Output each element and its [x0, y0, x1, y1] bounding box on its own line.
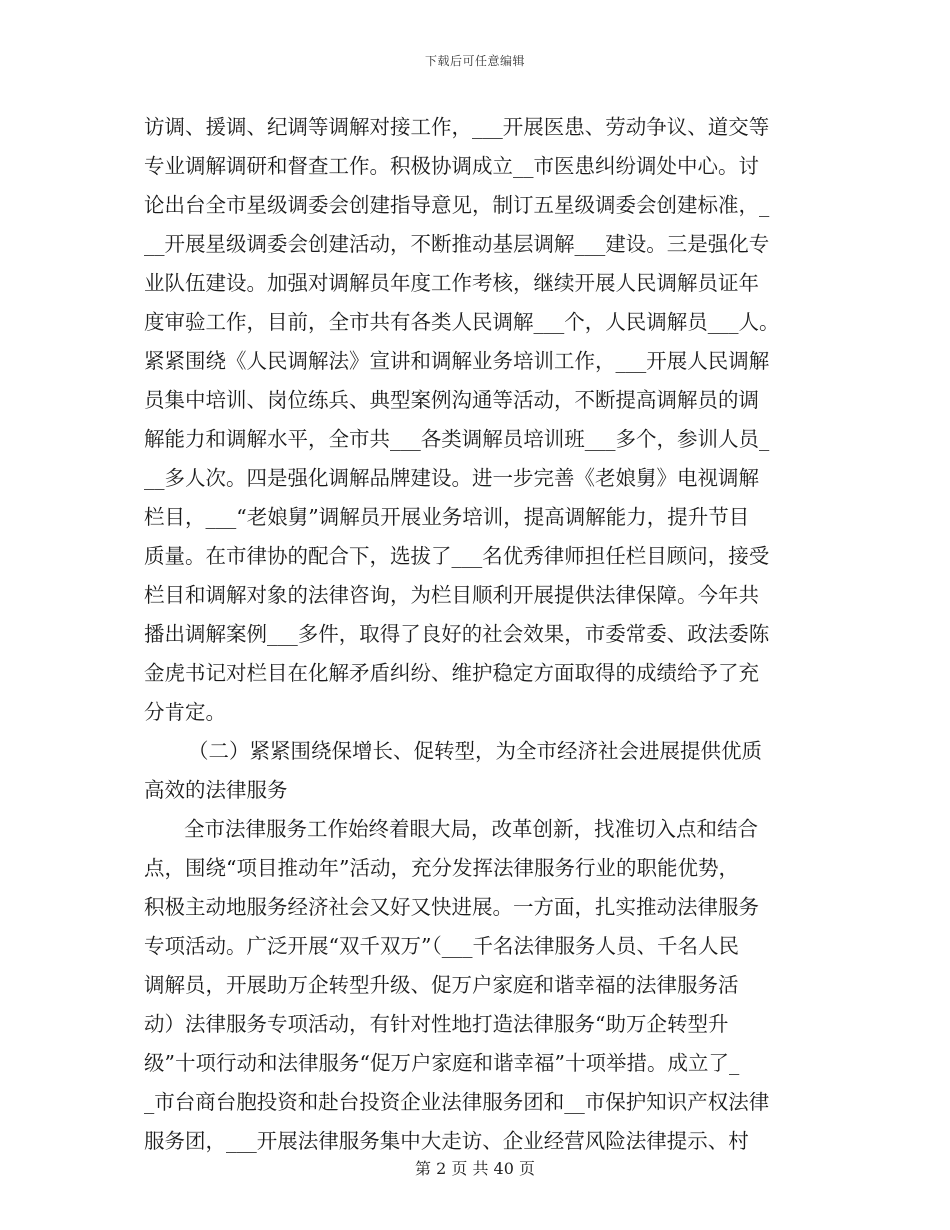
body-line: _市台商台胞投资和赴台投资企业法律服务团和__市保护知识产权法律: [144, 1090, 770, 1114]
body-line: 点，围绕“项目推动年”活动，充分发挥法律服务行业的职能优势，: [144, 856, 739, 880]
body-line: 动）法律服务专项活动，有针对性地打造法律服务“助万企转型升: [144, 1012, 729, 1036]
body-line: 播出调解案例___多件，取得了良好的社会效果，市委常委、政法委陈: [144, 622, 770, 646]
body-line: 调解员，开展助万企转型升级、促万户家庭和谐幸福的法律服务活: [144, 973, 739, 997]
body-line: __多人次。四是强化调解品牌建设。进一步完善《老娘舅》电视调解: [144, 466, 759, 490]
body-line: 度审验工作，目前，全市共有各类人民调解___个，人民调解员___人。: [144, 310, 780, 334]
body-line: 论出台全市星级调委会创建指导意见，制订五星级调委会创建标准，_: [144, 193, 770, 217]
body-line: 分肯定。: [144, 700, 226, 724]
page-number: 第 2 页 共 40 页: [415, 1159, 535, 1178]
body-line: 质量。在市律协的配合下，选拔了___名优秀律师担任栏目顾问，接受: [144, 544, 770, 568]
body-line: 解能力和调解水平，全市共___各类调解员培训班___多个，参训人员_: [144, 427, 770, 451]
document-body: [144, 108, 808, 1161]
body-line: 专项活动。广泛开展“双千双万”（___千名法律服务人员、千名人民: [144, 934, 739, 958]
body-line: 全市法律服务工作始终着眼大局，改革创新，找准切入点和结合: [184, 817, 758, 841]
body-line: 访调、援调、纪调等调解对接工作，___开展医患、劳动争议、道交等: [144, 115, 770, 139]
body-line: 服务团，___开展法律服务集中大走访、企业经营风险法律提示、村: [144, 1129, 749, 1153]
section-heading-line: 高效的法律服务: [144, 778, 288, 802]
section-heading-line: （二）紧紧围绕保增长、促转型，为全市经济社会进展提供优质: [188, 739, 762, 763]
body-line: 栏目和调解对象的法律咨询，为栏目顺利开展提供法律保障。今年共: [144, 583, 759, 607]
body-line: 级”十项行动和法律服务“促万户家庭和谐幸福”十项举措。成立了_: [144, 1051, 740, 1075]
page-header: 下载后可任意编辑: [424, 54, 525, 68]
body-line: 业队伍建设。加强对调解员年度工作考核，继续开展人民调解员证年: [144, 271, 759, 295]
body-line: __开展星级调委会创建活动，不断推动基层调解___建设。三是强化专: [144, 232, 770, 256]
body-line: 专业调解调研和督查工作。积极协调成立__市医患纠纷调处中心。讨: [144, 154, 759, 178]
body-line: 金虎书记对栏目在化解矛盾纠纷、维护稳定方面取得的成绩给予了充: [144, 661, 759, 685]
body-line: 栏目，___“老娘舅”调解员开展业务培训，提高调解能力，提升节目: [144, 505, 750, 529]
body-line: 紧紧围绕《人民调解法》宣讲和调解业务培训工作，___开展人民调解: [144, 349, 770, 373]
body-line: 积极主动地服务经济社会又好又快进展。一方面，扎实推动法律服务: [144, 895, 759, 919]
body-line: 员集中培训、岗位练兵、典型案例沟通等活动，不断提高调解员的调: [144, 388, 759, 412]
